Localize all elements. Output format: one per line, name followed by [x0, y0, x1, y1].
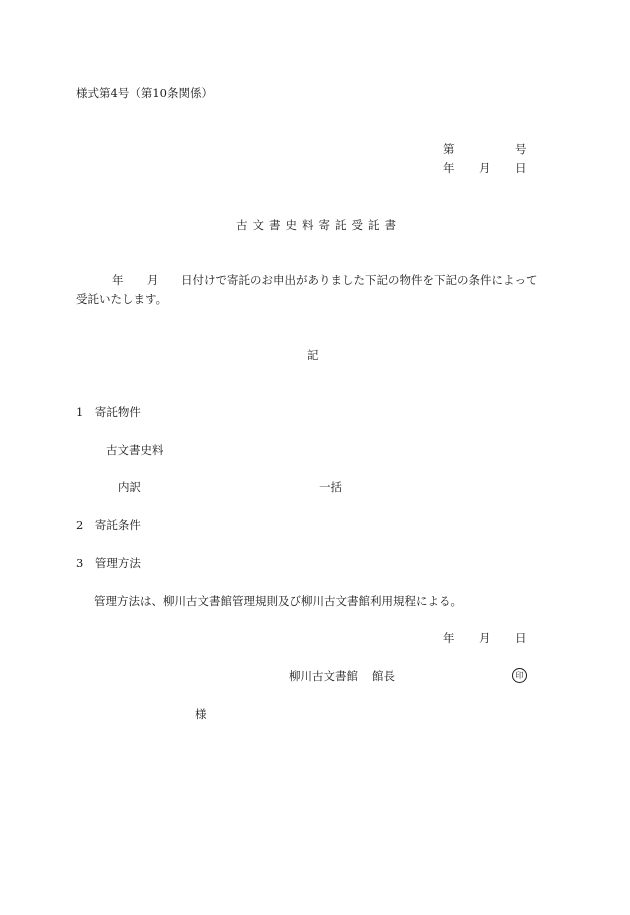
bottom-date-year: 年 [443, 631, 455, 645]
ki-heading: 記 [307, 348, 319, 362]
document-title: 古文書史料寄託受託書 [236, 218, 401, 232]
bottom-date-month: 月 [479, 631, 491, 645]
top-date-year: 年 [443, 161, 455, 175]
addressee-honorific: 様 [195, 707, 207, 721]
section-2-heading: 2 寄託条件 [76, 518, 141, 532]
top-date-day: 日 [515, 161, 527, 175]
intro-line-2: 受託いたします。 [76, 292, 168, 306]
issuer-organization: 柳川古文書館 [289, 669, 358, 683]
seal-icon: 印 [512, 668, 527, 683]
bottom-date-day: 日 [515, 631, 527, 645]
top-date-month: 月 [479, 161, 491, 175]
intro-line-1: 日付けで寄託のお申出がありました下記の物件を下記の条件によって [181, 273, 538, 287]
intro-month: 月 [147, 273, 159, 287]
section-3-body: 管理方法は、柳川古文書館管理規則及び柳川古文書館利用規程による。 [94, 594, 462, 608]
doc-number-prefix: 第 [443, 142, 455, 156]
section-1-item: 古文書史料 [106, 443, 164, 457]
section-3-heading: 3 管理方法 [76, 556, 141, 570]
doc-number-suffix: 号 [515, 142, 527, 156]
section-1-detail-value: 一括 [319, 480, 342, 494]
intro-year: 年 [112, 273, 124, 287]
issuer-title: 館長 [372, 669, 395, 683]
section-1-detail-label: 内訳 [118, 480, 141, 494]
section-1-heading: 1 寄託物件 [76, 405, 141, 419]
form-number: 様式第4号（第10条関係） [76, 86, 213, 100]
